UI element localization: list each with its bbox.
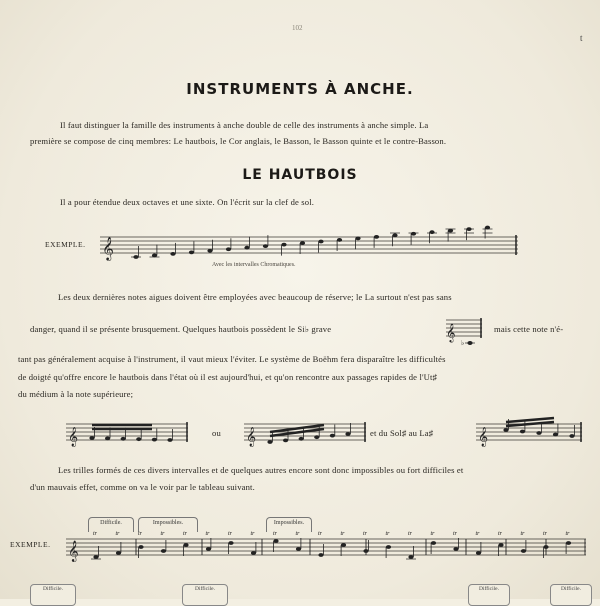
trill-note <box>476 551 481 555</box>
passage-note <box>345 432 350 436</box>
scale-note <box>411 232 416 236</box>
trill-mark: tr <box>453 531 458 537</box>
box-label-impossibles-1: Impossibles. <box>138 517 198 532</box>
scale-note <box>133 255 138 259</box>
scale-note <box>152 254 157 258</box>
scale-note <box>189 250 194 254</box>
staff-passage-1 <box>66 414 190 450</box>
bottom-tab-3: Difficile. <box>468 584 510 606</box>
intro-line-1: Il faut distinguer la famille des instruments à anche double de celle des instruments à anche simple. La <box>60 120 429 130</box>
scale-note <box>207 249 212 253</box>
scale-note <box>485 226 490 230</box>
passage-note <box>121 437 126 441</box>
trill-note <box>228 541 233 545</box>
scale-note <box>300 241 305 245</box>
passage-note <box>152 438 157 442</box>
trill-mark: tr <box>475 531 480 537</box>
trill-mark: tr <box>205 531 210 537</box>
scale-note <box>318 240 323 244</box>
trill-note <box>273 539 278 543</box>
para3-line-2: d'un mauvais effet, comme on va le voir par le tableau suivant. <box>30 482 255 492</box>
box-label-difficile: Difficile. <box>88 517 134 532</box>
trill-mark: tr <box>273 531 278 537</box>
trill-note <box>116 551 121 555</box>
trill-mark: tr <box>183 531 188 537</box>
bottom-tab-1: Difficile. <box>30 584 76 606</box>
trill-mark: tr <box>498 531 503 537</box>
trill-mark: tr <box>138 531 143 537</box>
trill-note <box>453 547 458 551</box>
example-label-1: EXEMPLE. <box>45 240 86 249</box>
page-number: 102 <box>292 24 303 32</box>
corner-mark: t <box>580 33 583 43</box>
trill-note <box>431 541 436 545</box>
trill-note <box>498 543 503 547</box>
trill-mark: tr <box>543 531 548 537</box>
scale-note <box>466 227 471 231</box>
trill-note <box>93 555 98 559</box>
staff-bflat <box>446 312 486 346</box>
staff-passage-3 <box>476 414 586 450</box>
staff-example-1 <box>100 225 520 275</box>
trill-mark: tr <box>160 531 165 537</box>
trill-mark: tr <box>385 531 390 537</box>
page-title: INSTRUMENTS À ANCHE. <box>186 80 414 98</box>
passage-note <box>167 438 172 442</box>
svg-text:𝄞: 𝄞 <box>446 323 456 342</box>
example1-caption: Avec les intervalles Chromatiques. <box>212 262 296 268</box>
scale-note <box>281 243 286 247</box>
passage-note <box>299 437 304 441</box>
connector-text: et du Sol♯ au La♯ <box>370 428 434 438</box>
staff-passage-2 <box>244 414 368 450</box>
scale-note <box>244 246 249 250</box>
passage-note <box>136 437 141 441</box>
trill-note <box>408 555 413 559</box>
range-text: Il a pour étendue deux octaves et une sixte. On l'écrit sur la clef de sol. <box>60 197 315 207</box>
passage-note <box>267 440 272 444</box>
trill-mark: tr <box>408 531 413 537</box>
box-label-impossibles-2: Impossibles. <box>266 517 312 532</box>
trill-mark: tr <box>295 531 300 537</box>
para2-line-3: tant pas généralement acquise à l'instrument, il vaut mieux l'éviter. Le système de Boëhm fera disparaître les difficultés <box>18 354 446 364</box>
svg-text:♭: ♭ <box>461 339 465 346</box>
trill-note <box>521 549 526 553</box>
trill-note <box>183 543 188 547</box>
para3-line-1: Les trilles formés de ces divers intervalles et de quelques autres encore sont donc impossibles ou fort difficiles et <box>58 465 464 475</box>
passage-note <box>105 437 110 441</box>
passage-note <box>314 435 319 439</box>
passage-note <box>503 428 508 432</box>
passage-note <box>283 439 288 443</box>
passage-note <box>536 431 541 435</box>
scale-note <box>355 237 360 241</box>
svg-text:𝄞: 𝄞 <box>68 541 79 562</box>
para2-line-2b: mais cette note n'é- <box>494 324 564 334</box>
staff-trills <box>66 527 590 567</box>
trill-mark: tr <box>318 531 323 537</box>
scale-note <box>263 244 268 248</box>
trill-mark: tr <box>228 531 233 537</box>
scale-note <box>374 235 379 239</box>
scale-note <box>226 247 231 251</box>
scale-note <box>429 230 434 234</box>
trill-mark: tr <box>520 531 525 537</box>
bottom-tab-4: Difficile. <box>550 584 592 606</box>
para2-line-2a: danger, quand il se présente brusquement. Quelques hautbois possèdent le Si♭ grave <box>30 324 332 334</box>
trill-mark: tr <box>363 531 368 537</box>
trill-note <box>206 547 211 551</box>
scale-note <box>170 252 175 256</box>
bottom-tab-2: Difficile. <box>182 584 228 606</box>
scale-note <box>392 233 397 237</box>
trill-mark: tr <box>93 531 98 537</box>
trill-mark: tr <box>430 531 435 537</box>
trill-mark: tr <box>565 531 570 537</box>
scale-note <box>448 229 453 233</box>
svg-text:𝄞: 𝄞 <box>478 427 489 447</box>
passage-note <box>553 433 558 437</box>
example-label-3: EXEMPLE. <box>10 540 51 549</box>
trill-note <box>138 545 143 549</box>
trill-note <box>161 549 166 553</box>
passage-note <box>330 434 335 438</box>
trill-mark: tr <box>250 531 255 537</box>
para2-line-1: Les deux dernières notes aigues doivent être employées avec beaucoup de réserve; le La surtout n'est pas sans <box>58 292 452 302</box>
trill-note <box>543 545 548 549</box>
trill-note <box>363 549 368 553</box>
trill-mark: tr <box>115 531 120 537</box>
trill-note <box>566 541 571 545</box>
or-word: ou <box>212 428 221 438</box>
treble-clef-icon: 𝄞 <box>102 236 114 260</box>
passage-note <box>569 434 574 438</box>
svg-text:𝄞: 𝄞 <box>68 427 79 447</box>
trill-note <box>386 545 391 549</box>
trill-note <box>318 553 323 557</box>
intro-line-2: première se compose de cinq membres: Le hautbois, le Cor anglais, le Basson, le Basson quinte et le contre-Basson. <box>30 136 447 146</box>
para2-line-4: de doigté qu'offre encore le hautbois dans l'état où il est aujourd'hui, et qu'on rencontre aux passages rapides de l'Ut♯ <box>18 372 438 382</box>
para2-line-5: du médium à la note supérieure; <box>18 389 134 399</box>
trill-note <box>251 551 256 555</box>
trill-note <box>296 547 301 551</box>
trill-mark: tr <box>340 531 345 537</box>
scale-note <box>337 238 342 242</box>
passage-note <box>520 430 525 434</box>
svg-text:𝄞: 𝄞 <box>246 427 257 447</box>
section-title: LE HAUTBOIS <box>242 167 358 183</box>
trill-note <box>341 543 346 547</box>
passage-note <box>89 436 94 440</box>
